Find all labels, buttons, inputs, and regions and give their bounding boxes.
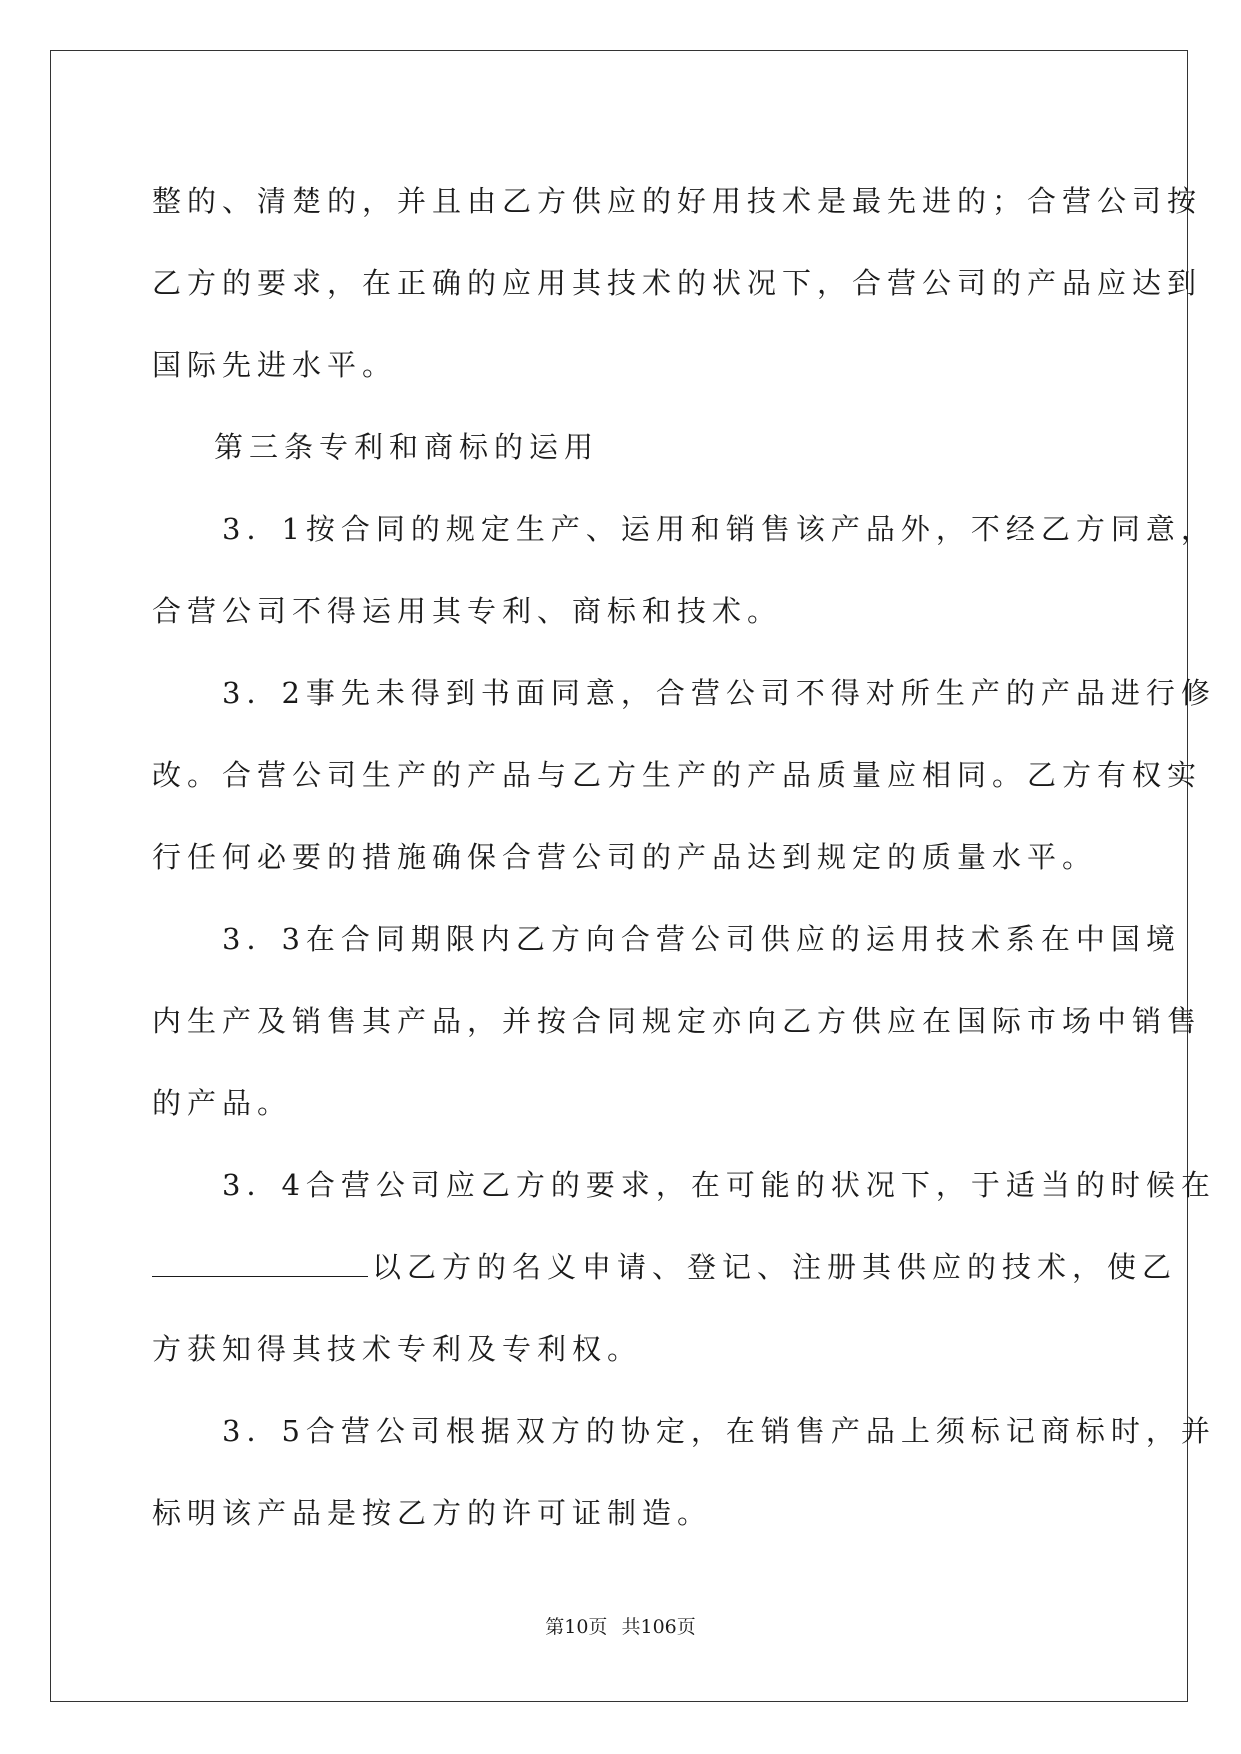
page-number-total: 共106页 <box>621 1616 696 1638</box>
clause-3-4-line-with-blank <box>152 1226 1178 1308</box>
text-line: 国际先进水平。 <box>152 348 398 382</box>
clause-3-2-line: 改。合营公司生产的产品与乙方生产的产品质量应相同。乙方有权实 <box>152 758 1203 792</box>
text-line: 乙方的要求，在正确的应用其技术的状况下，合营公司的产品应达到 <box>152 266 1203 300</box>
text-line: 整的、清楚的，并且由乙方供应的好用技术是最先进的；合营公司按 <box>152 184 1203 218</box>
clause-3-5-line: 3．5合营公司根据双方的协定，在销售产品上须标记商标时，并 <box>222 1414 1216 1448</box>
clause-3-3-line: 的产品。 <box>152 1086 293 1120</box>
clause-3-1-line: 合营公司不得运用其专利、商标和技术。 <box>152 594 783 628</box>
document-body <box>152 160 1216 1554</box>
clause-3-4-text: 以乙方的名义申请、登记、注册其供应的技术，使乙 <box>372 1250 1178 1284</box>
page-number-current: 第10页 <box>545 1616 608 1638</box>
fill-in-blank <box>152 1246 368 1277</box>
clause-3-3-line: 内生产及销售其产品，并按合同规定亦向乙方供应在国际市场中销售 <box>152 1004 1203 1038</box>
clause-3-5-line: 标明该产品是按乙方的许可证制造。 <box>152 1496 713 1530</box>
page-footer <box>0 1612 1241 1639</box>
section-heading: 第三条专利和商标的运用 <box>214 430 600 464</box>
clause-3-1-line: 3．1按合同的规定生产、运用和销售该产品外，不经乙方同意， <box>222 512 1216 546</box>
clause-3-4-line: 3．4合营公司应乙方的要求，在可能的状况下，于适当的时候在 <box>222 1168 1216 1202</box>
clause-3-2-line: 3．2事先未得到书面同意，合营公司不得对所生产的产品进行修 <box>222 676 1216 710</box>
clause-3-4-line: 方获知得其技术专利及专利权。 <box>152 1332 643 1366</box>
clause-3-3-line: 3．3在合同期限内乙方向合营公司供应的运用技术系在中国境 <box>222 922 1181 956</box>
clause-3-2-line: 行任何必要的措施确保合营公司的产品达到规定的质量水平。 <box>152 840 1098 874</box>
